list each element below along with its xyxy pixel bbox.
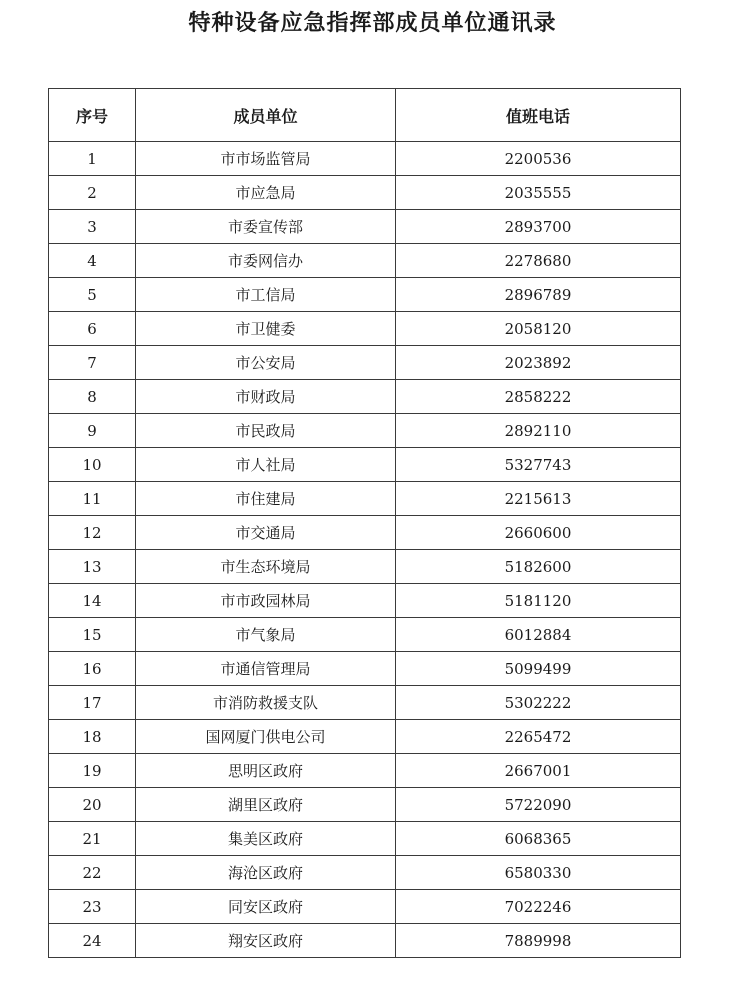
duty-phone-cell: 2200536	[396, 142, 681, 176]
duty-phone-cell: 7022246	[396, 890, 681, 924]
serial-number-cell: 6	[49, 312, 136, 346]
member-unit-cell: 市应急局	[136, 176, 396, 210]
member-unit-cell: 市市政园林局	[136, 584, 396, 618]
table-row	[49, 822, 681, 856]
table-row	[49, 516, 681, 550]
serial-number-cell: 18	[49, 720, 136, 754]
table-row	[49, 346, 681, 380]
duty-phone-cell: 2278680	[396, 244, 681, 278]
duty-phone-cell: 6012884	[396, 618, 681, 652]
table-row	[49, 176, 681, 210]
header-member-unit: 成员单位	[136, 89, 396, 142]
serial-number-cell: 19	[49, 754, 136, 788]
member-unit-cell: 市生态环境局	[136, 550, 396, 584]
member-unit-cell: 海沧区政府	[136, 856, 396, 890]
serial-number-cell: 12	[49, 516, 136, 550]
duty-phone-cell: 5182600	[396, 550, 681, 584]
duty-phone-cell: 2265472	[396, 720, 681, 754]
serial-number-cell: 21	[49, 822, 136, 856]
member-unit-cell: 市人社局	[136, 448, 396, 482]
member-unit-cell: 湖里区政府	[136, 788, 396, 822]
member-unit-cell: 市消防救援支队	[136, 686, 396, 720]
serial-number-cell: 11	[49, 482, 136, 516]
member-unit-cell: 市委宣传部	[136, 210, 396, 244]
table-row	[49, 142, 681, 176]
member-unit-cell: 市民政局	[136, 414, 396, 448]
duty-phone-cell: 2023892	[396, 346, 681, 380]
serial-number-cell: 3	[49, 210, 136, 244]
serial-number-cell: 1	[49, 142, 136, 176]
table-row	[49, 924, 681, 958]
table-row	[49, 788, 681, 822]
duty-phone-cell: 2035555	[396, 176, 681, 210]
serial-number-cell: 9	[49, 414, 136, 448]
table-row	[49, 380, 681, 414]
serial-number-cell: 14	[49, 584, 136, 618]
duty-phone-cell: 6580330	[396, 856, 681, 890]
duty-phone-cell: 2893700	[396, 210, 681, 244]
table-row	[49, 686, 681, 720]
table-body	[49, 142, 681, 958]
table-row	[49, 414, 681, 448]
table-row	[49, 448, 681, 482]
member-unit-cell: 翔安区政府	[136, 924, 396, 958]
serial-number-cell: 16	[49, 652, 136, 686]
member-unit-cell: 市财政局	[136, 380, 396, 414]
duty-phone-cell: 2058120	[396, 312, 681, 346]
duty-phone-cell: 5099499	[396, 652, 681, 686]
table-row	[49, 754, 681, 788]
duty-phone-cell: 2667001	[396, 754, 681, 788]
serial-number-cell: 10	[49, 448, 136, 482]
duty-phone-cell: 2896789	[396, 278, 681, 312]
serial-number-cell: 20	[49, 788, 136, 822]
duty-phone-cell: 5181120	[396, 584, 681, 618]
duty-phone-cell: 5302222	[396, 686, 681, 720]
table-row	[49, 244, 681, 278]
member-unit-cell: 集美区政府	[136, 822, 396, 856]
duty-phone-cell: 5722090	[396, 788, 681, 822]
serial-number-cell: 2	[49, 176, 136, 210]
serial-number-cell: 24	[49, 924, 136, 958]
table-row	[49, 856, 681, 890]
serial-number-cell: 17	[49, 686, 136, 720]
serial-number-cell: 4	[49, 244, 136, 278]
member-unit-cell: 市交通局	[136, 516, 396, 550]
table-row	[49, 720, 681, 754]
serial-number-cell: 22	[49, 856, 136, 890]
member-unit-cell: 市住建局	[136, 482, 396, 516]
member-unit-cell: 同安区政府	[136, 890, 396, 924]
page-title: 特种设备应急指挥部成员单位通讯录	[188, 11, 557, 36]
table-row	[49, 278, 681, 312]
table-row	[49, 482, 681, 516]
serial-number-cell: 23	[49, 890, 136, 924]
table-row	[49, 550, 681, 584]
member-unit-cell: 市委网信办	[136, 244, 396, 278]
serial-number-cell: 13	[49, 550, 136, 584]
header-duty-phone: 值班电话	[396, 89, 681, 142]
member-unit-cell: 国网厦门供电公司	[136, 720, 396, 754]
serial-number-cell: 7	[49, 346, 136, 380]
serial-number-cell: 5	[49, 278, 136, 312]
member-unit-cell: 市公安局	[136, 346, 396, 380]
member-unit-cell: 市工信局	[136, 278, 396, 312]
duty-phone-cell: 6068365	[396, 822, 681, 856]
member-unit-cell: 市卫健委	[136, 312, 396, 346]
duty-phone-cell: 2215613	[396, 482, 681, 516]
table-row	[49, 584, 681, 618]
serial-number-cell: 8	[49, 380, 136, 414]
member-unit-cell: 思明区政府	[136, 754, 396, 788]
member-unit-cell: 市市场监管局	[136, 142, 396, 176]
duty-phone-cell: 5327743	[396, 448, 681, 482]
table-row	[49, 652, 681, 686]
duty-phone-cell: 2660600	[396, 516, 681, 550]
table-row	[49, 210, 681, 244]
member-unit-cell: 市通信管理局	[136, 652, 396, 686]
member-unit-cell: 市气象局	[136, 618, 396, 652]
table-row	[49, 618, 681, 652]
table-header-row	[49, 89, 681, 142]
directory-table	[48, 88, 681, 958]
duty-phone-cell: 2892110	[396, 414, 681, 448]
duty-phone-cell: 2858222	[396, 380, 681, 414]
header-serial-number: 序号	[49, 89, 136, 142]
table-row	[49, 890, 681, 924]
serial-number-cell: 15	[49, 618, 136, 652]
table-row	[49, 312, 681, 346]
duty-phone-cell: 7889998	[396, 924, 681, 958]
